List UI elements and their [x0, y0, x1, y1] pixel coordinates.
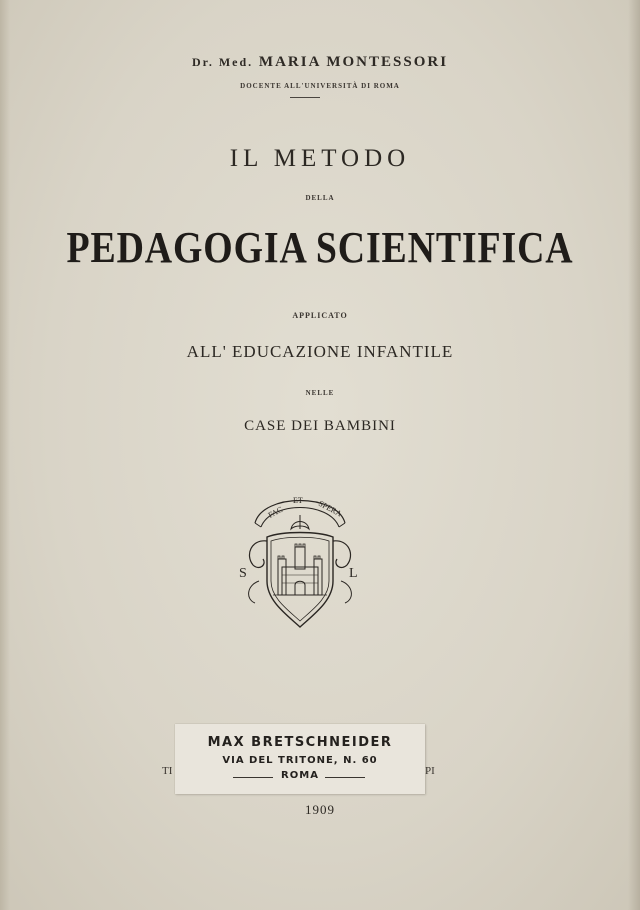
title-connector2: NELLE: [305, 389, 335, 397]
main-title: PEDAGOGIA SCIENTIFICA: [66, 223, 574, 272]
bookseller-address: VIA DEL TRITONE, N. 60: [222, 755, 378, 766]
bookseller-name: MAX BRETSCHNEIDER: [207, 735, 393, 750]
imprint-right-fragment: PI: [425, 765, 435, 777]
title-line1: IL METODO: [229, 145, 411, 172]
castle-crest-icon: [233, 485, 367, 630]
author-position: DOCENTE ALL'UNIVERSITÀ DI ROMA: [240, 82, 400, 90]
author-line: [0, 54, 640, 71]
bookseller-label: [175, 724, 425, 794]
title-connector: DELLA: [305, 194, 335, 202]
motto-left: FAC: [266, 504, 285, 520]
subtitle: ALL' EDUCAZIONE INFANTILE: [186, 342, 454, 361]
label-dash-right: [325, 777, 365, 778]
bookseller-city: ROMA: [281, 770, 319, 781]
place-title: CASE DEI BAMBINI: [244, 418, 396, 434]
initial-left: S: [239, 566, 247, 581]
page-edge-right: [628, 0, 640, 910]
motto-mid: ET: [293, 496, 303, 505]
imprint-left-fragment: TI: [162, 765, 173, 777]
author-prefix: Dr. Med.: [191, 55, 254, 69]
title-applied: APPLICATO: [292, 311, 348, 320]
motto-right: SPERA: [317, 498, 344, 519]
page-edge-left: [0, 0, 10, 910]
initial-right: L: [349, 566, 358, 581]
publication-year: 1909: [305, 802, 335, 817]
author-name: MARIA MONTESSORI: [258, 54, 449, 70]
divider-rule: [290, 97, 320, 98]
